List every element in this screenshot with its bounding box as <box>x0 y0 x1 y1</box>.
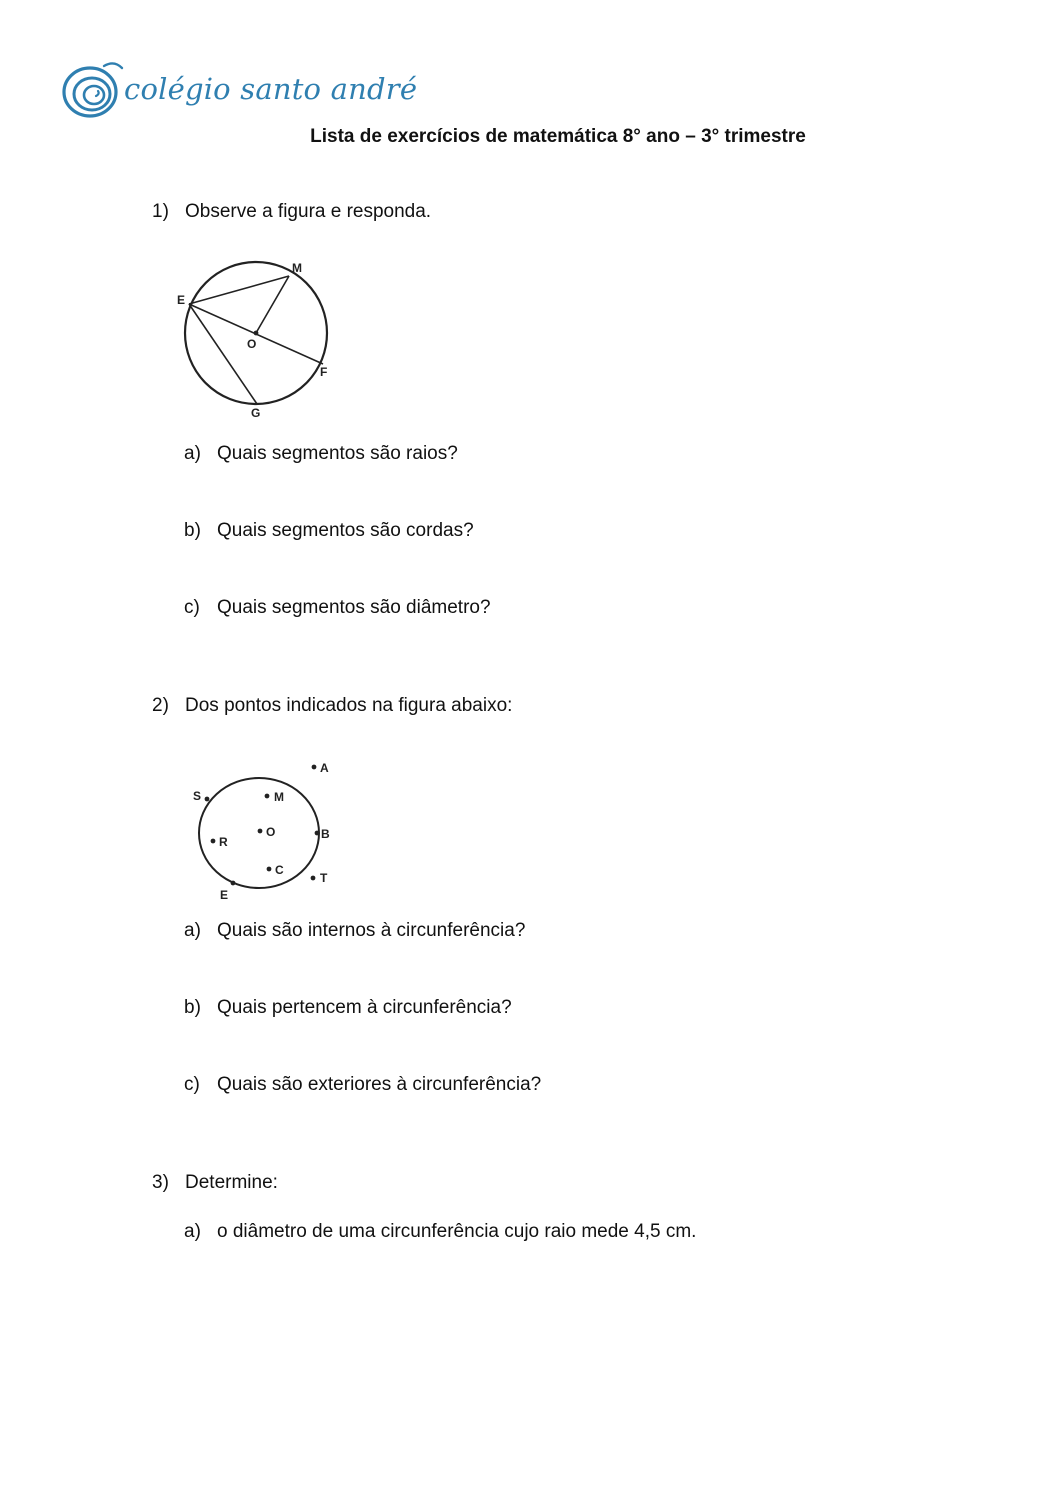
item-text: Quais segmentos são diâmetro? <box>217 597 491 618</box>
document-title: Lista de exercícios de matemática 8° ano – 3° trimestre <box>310 126 806 147</box>
label-c: C <box>275 863 284 877</box>
point-a <box>312 765 317 770</box>
item-text: Quais pertencem à circunferência? <box>217 997 512 1018</box>
question-2-item-b <box>184 997 512 1019</box>
school-logo <box>60 58 418 124</box>
school-name: colégio santo andré <box>124 72 418 106</box>
question-number: 1) <box>152 201 169 222</box>
question-number: 3) <box>152 1172 169 1193</box>
label-m: M <box>292 261 302 275</box>
point-r <box>211 839 216 844</box>
question-text: Determine: <box>185 1172 278 1193</box>
point-e <box>231 881 236 886</box>
question-1-item-b <box>184 520 474 542</box>
label-b: B <box>321 827 330 841</box>
item-letter: b) <box>184 997 201 1018</box>
item-text: Quais segmentos são cordas? <box>217 520 474 541</box>
label-e: E <box>220 888 229 902</box>
item-text: Quais são exteriores à circunferência? <box>217 1074 542 1095</box>
question-2 <box>152 695 512 717</box>
point-m <box>265 794 270 799</box>
circle-figure-points <box>180 752 360 907</box>
label-a: A <box>320 761 329 775</box>
label-f: F <box>320 365 328 379</box>
question-1 <box>152 201 431 223</box>
point-c <box>267 867 272 872</box>
question-3 <box>152 1172 278 1194</box>
item-letter: a) <box>184 920 201 941</box>
label-s: S <box>193 789 202 803</box>
label-r: R <box>219 835 228 849</box>
label-g: G <box>251 406 261 420</box>
item-text: Quais segmentos são raios? <box>217 443 458 464</box>
label-e: E <box>177 293 186 307</box>
item-letter: c) <box>184 1074 200 1095</box>
spiral-logo-icon <box>60 58 132 122</box>
item-text: o diâmetro de uma circunferência cujo raio mede 4,5 cm. <box>217 1221 697 1242</box>
question-2-item-c <box>184 1074 541 1096</box>
point-b <box>315 831 320 836</box>
question-number: 2) <box>152 695 169 716</box>
item-letter: a) <box>184 443 201 464</box>
point-t <box>311 876 316 881</box>
question-1-item-c <box>184 597 491 619</box>
question-text: Observe a figura e responda. <box>185 201 432 222</box>
item-letter: b) <box>184 520 201 541</box>
label-t: T <box>320 871 328 885</box>
circle-figure-chords <box>165 252 345 422</box>
question-1-item-a <box>184 443 458 465</box>
center-point <box>254 331 259 336</box>
item-text: Quais são internos à circunferência? <box>217 920 526 941</box>
label-o: O <box>266 825 276 839</box>
item-letter: a) <box>184 1221 201 1242</box>
question-2-item-a <box>184 920 525 942</box>
point-s <box>205 797 210 802</box>
label-m: M <box>274 790 284 804</box>
question-text: Dos pontos indicados na figura abaixo: <box>185 695 513 716</box>
point-o <box>258 829 263 834</box>
segment-em <box>189 276 289 304</box>
question-3-item-a <box>184 1221 696 1243</box>
item-letter: c) <box>184 597 200 618</box>
label-o: O <box>247 337 257 351</box>
